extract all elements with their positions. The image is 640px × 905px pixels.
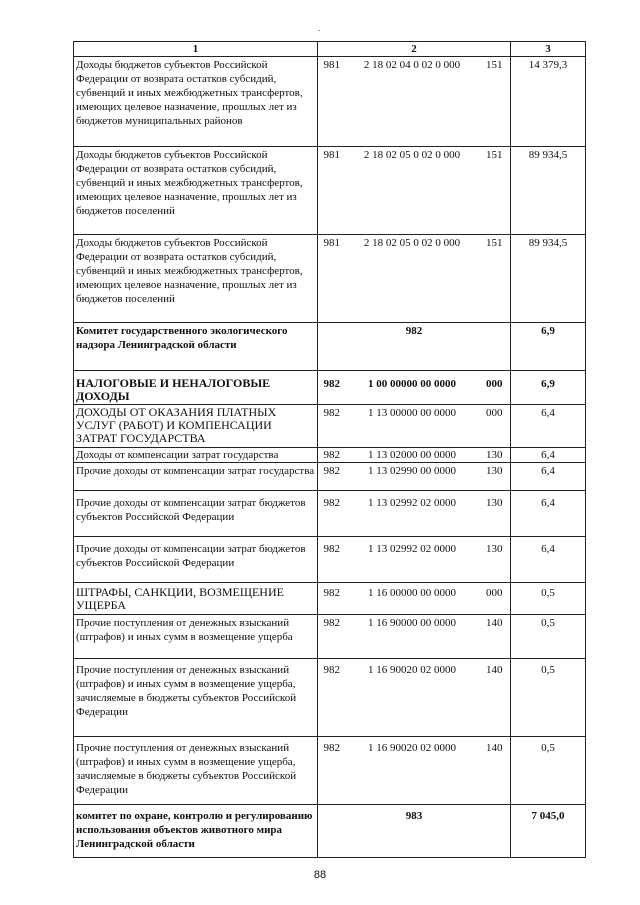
row-admin-code: 982 [318, 448, 346, 463]
table-row [74, 583, 586, 615]
table-row [74, 659, 586, 737]
table-row [74, 235, 586, 323]
row-admin-code: 982 [318, 537, 346, 583]
committee-name: комитет по охране, контролю и регулированию использования объектов животного мира Ленинградской области [74, 805, 318, 858]
table-row [74, 463, 586, 491]
row-kbk-code: 1 16 00000 00 0000 [346, 583, 479, 615]
row-admin-code: 981 [318, 57, 346, 147]
table-row [74, 448, 586, 463]
row-subcode: 130 [479, 491, 511, 537]
row-admin-code: 982 [318, 405, 346, 448]
row-amount: 6,4 [511, 405, 586, 448]
row-admin-code: 981 [318, 235, 346, 323]
row-subcode: 151 [479, 235, 511, 323]
row-kbk-code: 2 18 02 05 0 02 0 000 [346, 147, 479, 235]
row-admin-code: 982 [318, 463, 346, 491]
table-header-row [74, 42, 586, 57]
row-name: Прочие доходы от компенсации затрат государства [74, 463, 318, 491]
committee-admin-code: 982 [318, 323, 511, 371]
row-subcode: 151 [479, 147, 511, 235]
row-amount: 0,5 [511, 737, 586, 805]
row-amount: 6,4 [511, 491, 586, 537]
row-kbk-code: 2 18 02 04 0 02 0 000 [346, 57, 479, 147]
table-row [74, 147, 586, 235]
row-name: ДОХОДЫ ОТ ОКАЗАНИЯ ПЛАТНЫХ УСЛУГ (РАБОТ) И КОМПЕНСАЦИИ ЗАТРАТ ГОСУДАРСТВА [74, 405, 318, 448]
header-col-1: 1 [74, 42, 318, 57]
row-name: НАЛОГОВЫЕ И НЕНАЛОГОВЫЕ ДОХОДЫ [74, 371, 318, 405]
revenue-table [73, 41, 586, 858]
row-amount: 0,5 [511, 659, 586, 737]
row-subcode: 140 [479, 615, 511, 659]
row-subcode: 130 [479, 537, 511, 583]
committee-row [74, 805, 586, 858]
row-kbk-code: 1 00 00000 00 0000 [346, 371, 479, 405]
table-row [74, 737, 586, 805]
row-name: Доходы бюджетов субъектов Российской Федерации от возврата остатков субсидий, субвенций и иных межбюджетных трансфертов, имеющих целевое назначение, прошлых лет из бюджетов поселений [74, 147, 318, 235]
row-subcode: 130 [479, 463, 511, 491]
row-admin-code: 981 [318, 147, 346, 235]
row-name: Доходы от компенсации затрат государства [74, 448, 318, 463]
row-name: Прочие поступления от денежных взысканий (штрафов) и иных сумм в возмещение ущерба, зачисляемые в бюджеты субъектов Российской Федерации [74, 737, 318, 805]
row-amount: 6,4 [511, 448, 586, 463]
table-row [74, 57, 586, 147]
row-kbk-code: 1 13 00000 00 0000 [346, 405, 479, 448]
header-col-2: 2 [318, 42, 511, 57]
page-number: 88 [313, 869, 327, 881]
row-name: Прочие поступления от денежных взысканий (штрафов) и иных сумм в возмещение ущерба [74, 615, 318, 659]
row-subcode: 151 [479, 57, 511, 147]
committee-row [74, 323, 586, 371]
scan-speck [318, 30, 320, 31]
row-amount: 14 379,3 [511, 57, 586, 147]
table-row [74, 371, 586, 405]
row-subcode: 000 [479, 371, 511, 405]
row-admin-code: 982 [318, 371, 346, 405]
row-amount: 6,4 [511, 463, 586, 491]
row-kbk-code: 2 18 02 05 0 02 0 000 [346, 235, 479, 323]
row-admin-code: 982 [318, 615, 346, 659]
row-amount: 89 934,5 [511, 235, 586, 323]
table-row [74, 615, 586, 659]
row-admin-code: 982 [318, 491, 346, 537]
row-name: ШТРАФЫ, САНКЦИИ, ВОЗМЕЩЕНИЕ УЩЕРБА [74, 583, 318, 615]
row-amount: 89 934,5 [511, 147, 586, 235]
row-amount: 6,4 [511, 537, 586, 583]
committee-admin-code: 983 [318, 805, 511, 858]
row-kbk-code: 1 13 02992 02 0000 [346, 537, 479, 583]
row-subcode: 140 [479, 659, 511, 737]
row-kbk-code: 1 13 02990 00 0000 [346, 463, 479, 491]
row-subcode: 140 [479, 737, 511, 805]
row-subcode: 000 [479, 583, 511, 615]
row-admin-code: 982 [318, 583, 346, 615]
row-kbk-code: 1 16 90020 02 0000 [346, 737, 479, 805]
row-name: Прочие доходы от компенсации затрат бюджетов субъектов Российской Федерации [74, 491, 318, 537]
row-amount: 6,9 [511, 371, 586, 405]
row-subcode: 000 [479, 405, 511, 448]
row-admin-code: 982 [318, 737, 346, 805]
row-kbk-code: 1 13 02000 00 0000 [346, 448, 479, 463]
row-amount: 0,5 [511, 583, 586, 615]
table-row [74, 491, 586, 537]
row-name: Доходы бюджетов субъектов Российской Федерации от возврата остатков субсидий, субвенций и иных межбюджетных трансфертов, имеющих целевое назначение, прошлых лет из бюджетов поселений [74, 235, 318, 323]
committee-name: Комитет государственного экологического надзора Ленинградской области [74, 323, 318, 371]
table-row [74, 405, 586, 448]
row-subcode: 130 [479, 448, 511, 463]
row-name: Прочие поступления от денежных взысканий (штрафов) и иных сумм в возмещение ущерба, зачисляемые в бюджеты субъектов Российской Федерации [74, 659, 318, 737]
row-kbk-code: 1 16 90000 00 0000 [346, 615, 479, 659]
header-col-3: 3 [511, 42, 586, 57]
table-row [74, 537, 586, 583]
committee-amount: 7 045,0 [511, 805, 586, 858]
row-amount: 0,5 [511, 615, 586, 659]
row-name: Доходы бюджетов субъектов Российской Федерации от возврата остатков субсидий, субвенций и иных межбюджетных трансфертов, имеющих целевое назначение, прошлых лет из бюджетов муниципальных районов [74, 57, 318, 147]
row-name: Прочие доходы от компенсации затрат бюджетов субъектов Российской Федерации [74, 537, 318, 583]
row-kbk-code: 1 13 02992 02 0000 [346, 491, 479, 537]
row-kbk-code: 1 16 90020 02 0000 [346, 659, 479, 737]
committee-amount: 6,9 [511, 323, 586, 371]
row-admin-code: 982 [318, 659, 346, 737]
